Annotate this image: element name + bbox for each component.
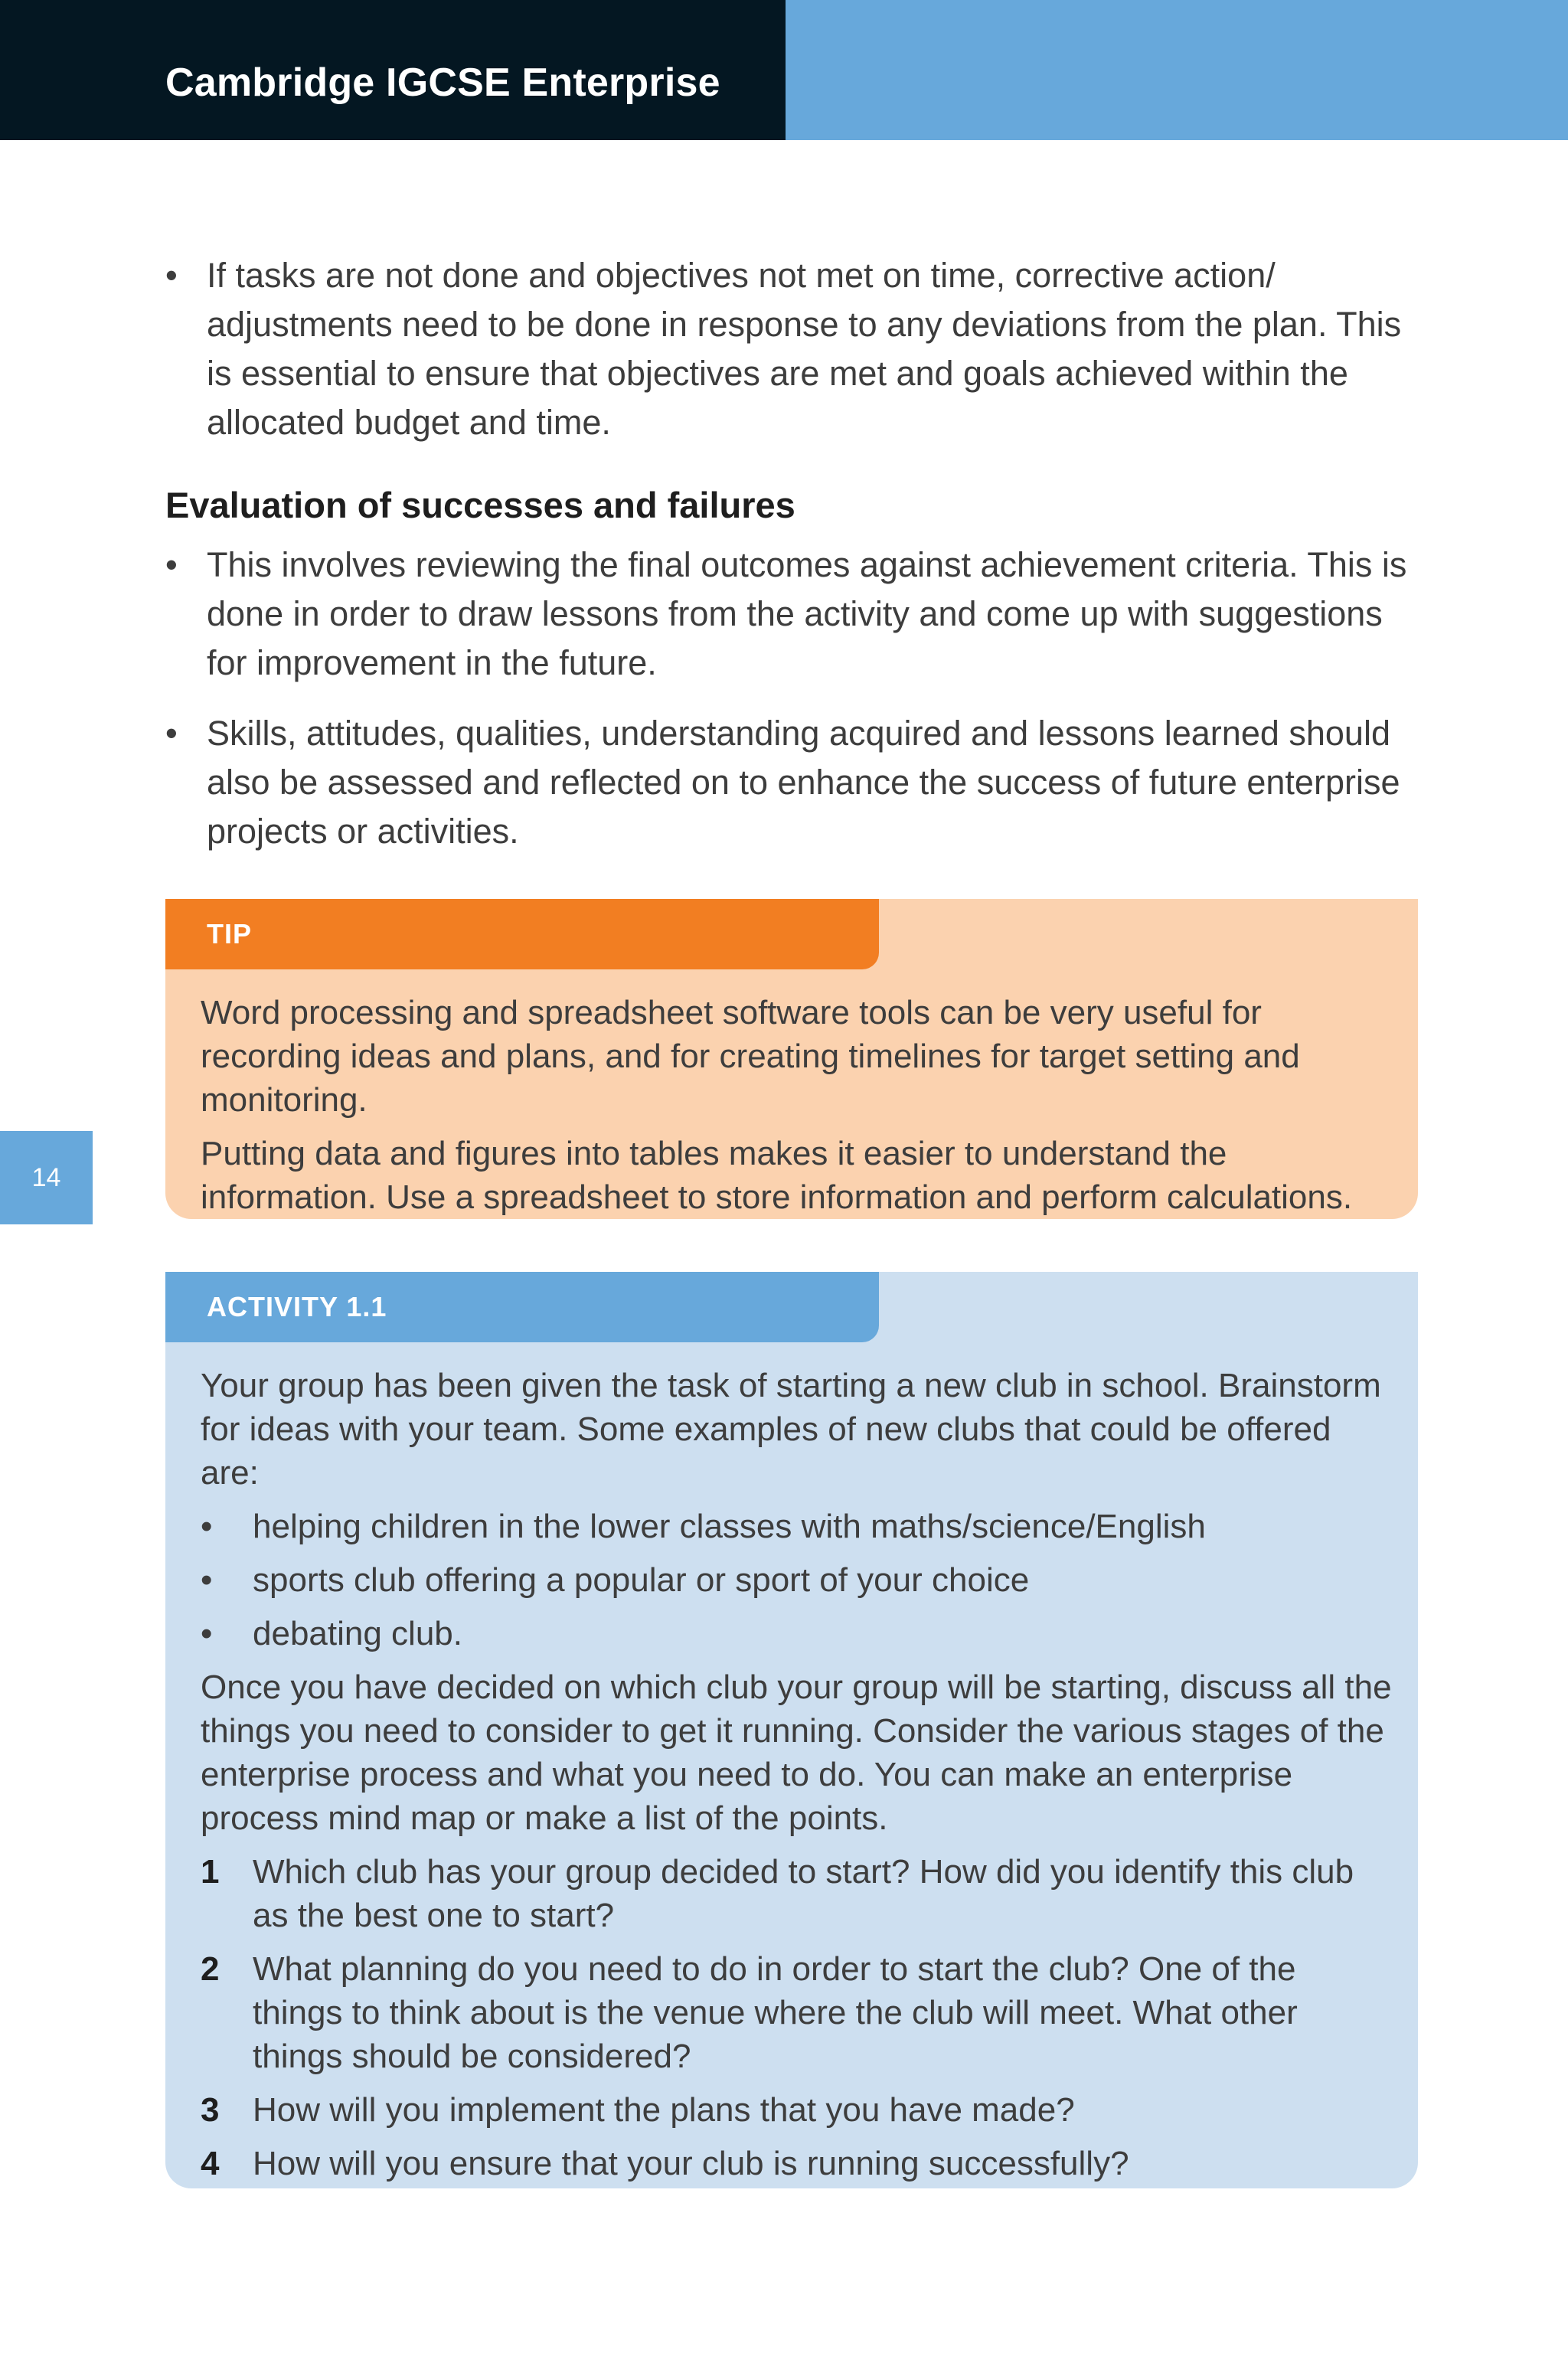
header-accent-bar bbox=[786, 0, 1568, 140]
activity-intro: Your group has been given the task of starting a new club in school. Brainstorm for ideas with your team. Some examples of new clubs that could be offered are: bbox=[201, 1367, 1381, 1492]
tip-paragraph: Putting data and figures into tables makes it easier to understand the information. Use a spreadsheet to store information and perform calculations. bbox=[201, 1135, 1353, 1216]
question-item bbox=[201, 1850, 1395, 1937]
tip-label: TIP bbox=[165, 899, 879, 969]
question-text: How will you ensure that your club is running successfully? bbox=[253, 2145, 1129, 2182]
question-text: What planning do you need to do in order to start the club? One of the things to think about is the venue where the club will meet. What other things should be considered? bbox=[253, 1950, 1298, 2075]
list-item: • sports club offering a popular or sport of your choice bbox=[201, 1558, 1395, 1602]
question-item bbox=[201, 2088, 1395, 2132]
page-number: 14 bbox=[0, 1131, 93, 1224]
activity-box bbox=[165, 1272, 1418, 2188]
question-item bbox=[201, 2142, 1395, 2185]
question-text: Which club has your group decided to start? How did you identify this club as the best one to start? bbox=[253, 1853, 1354, 1934]
club-examples-list bbox=[201, 1505, 1395, 1655]
question-number: 3 bbox=[201, 2091, 220, 2129]
intro-bullet-list bbox=[165, 251, 1421, 447]
question-item bbox=[201, 1947, 1395, 2078]
question-text: How will you implement the plans that you have made? bbox=[253, 2091, 1075, 2129]
tip-paragraph: Word processing and spreadsheet software tools can be very useful for recording ideas and plans, and for creating timelines for target setting and monitoring. bbox=[201, 994, 1300, 1119]
list-item: • Skills, attitudes, qualities, understanding acquired and lessons learned should also be assessed and reflected on to enhance the success of future enterprise projects or activities. bbox=[165, 709, 1421, 856]
tip-box bbox=[165, 899, 1418, 1219]
book-title: Cambridge IGCSE Enterprise bbox=[165, 60, 720, 105]
activity-content bbox=[201, 1364, 1395, 2185]
evaluation-bullet-list bbox=[165, 541, 1421, 856]
question-number: 2 bbox=[201, 1950, 220, 1988]
question-list bbox=[201, 1850, 1395, 2185]
tip-content bbox=[201, 991, 1395, 1219]
question-number: 1 bbox=[201, 1853, 220, 1891]
activity-instructions: Once you have decided on which club your group will be starting, discuss all the things you need to consider to get it running. Consider the various stages of the enterprise process and what you need to do. You can make an enterprise process mind map or make a list of the points. bbox=[201, 1668, 1392, 1837]
section-heading: Evaluation of successes and failures bbox=[165, 485, 795, 525]
list-item: • debating club. bbox=[201, 1612, 1395, 1655]
question-number: 4 bbox=[201, 2145, 220, 2182]
activity-label: ACTIVITY 1.1 bbox=[165, 1272, 879, 1342]
list-item: • This involves reviewing the final outcomes against achievement criteria. This is done in order to draw lessons from the activity and come up with suggestions for improvement in the future. bbox=[165, 541, 1421, 688]
list-item: • helping children in the lower classes with maths/science/English bbox=[201, 1505, 1395, 1548]
list-item: • If tasks are not done and objectives not met on time, corrective action/ adjustments need to be done in response to any deviations from the plan. This is essential to ensure that objectives are met and goals achieved within the allocated budget and time. bbox=[165, 251, 1421, 447]
